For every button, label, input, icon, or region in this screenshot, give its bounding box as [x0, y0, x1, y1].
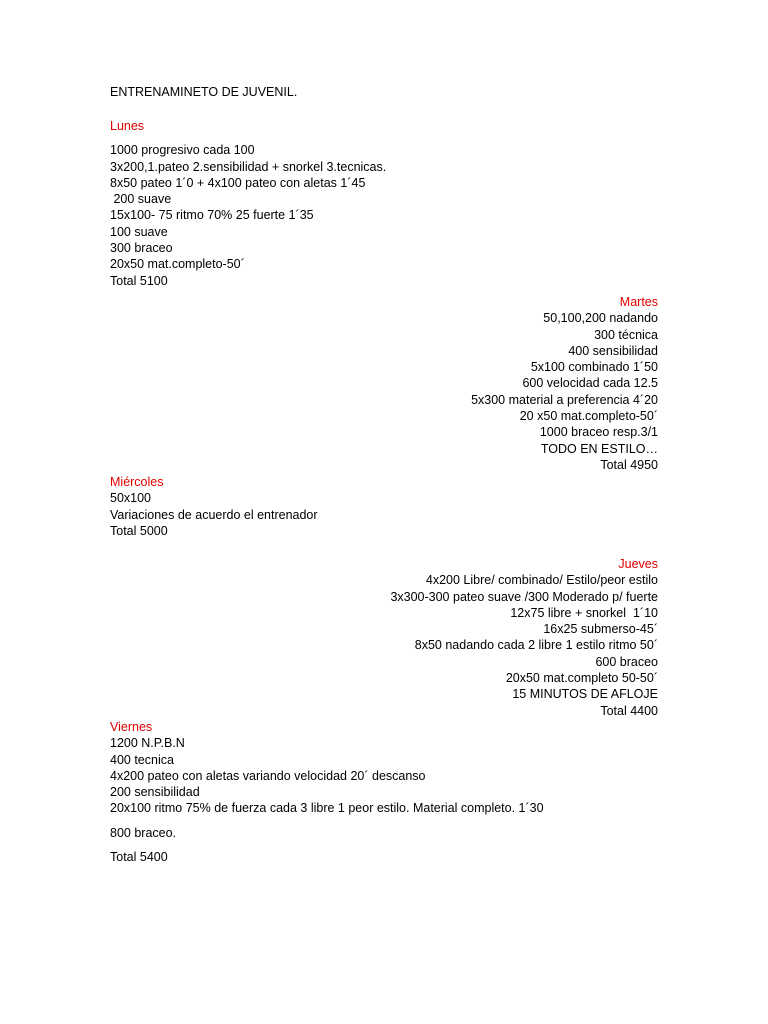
day-heading-lunes: Lunes [110, 119, 145, 133]
day-heading-jueves: Jueves [618, 557, 658, 571]
workout-line: 16x25 submerso-45´ [543, 622, 658, 637]
workout-line: 800 braceo. [110, 825, 177, 840]
workout-line: 8x50 pateo 1´0 + 4x100 pateo con aletas 1´45 [110, 175, 366, 190]
workout-line: 15 MINUTOS DE AFLOJE [512, 687, 658, 702]
workout-line: Variaciones de acuerdo el entrenador [110, 507, 318, 522]
workout-line: 20 x50 mat.completo-50´ [519, 409, 658, 424]
day-section-jueves [390, 556, 658, 719]
workout-line: 1000 braceo resp.3/1 [539, 425, 658, 440]
workout-line: 1000 progresivo cada 100 [110, 143, 255, 158]
day-total: Total 4950 [600, 457, 658, 472]
day-section-miercoles [110, 474, 318, 539]
workout-line: 400 sensibilidad [568, 343, 658, 358]
day-heading-martes: Martes [619, 295, 658, 309]
workout-line: 1200 N.P.B.N [110, 736, 185, 751]
day-section-martes [471, 294, 658, 473]
day-total: Total 5100 [110, 273, 168, 288]
workout-line: 20x50 mat.completo 50-50´ [505, 671, 658, 686]
day-heading-viernes: Viernes [110, 720, 153, 734]
workout-line: 20x50 mat.completo-50´ [110, 257, 245, 272]
workout-line: 5x300 material a preferencia 4´20 [471, 392, 658, 407]
workout-line: 200 sensibilidad [110, 785, 200, 800]
workout-line: 4x200 pateo con aletas variando velocidad 20´ descanso [110, 768, 426, 783]
workout-line: 15x100- 75 ritmo 70% 25 fuerte 1´35 [110, 208, 314, 223]
workout-line: 300 técnica [594, 327, 658, 342]
workout-line: 300 braceo [110, 241, 173, 256]
workout-line: 5x100 combinado 1´50 [530, 360, 658, 375]
workout-line: TODO EN ESTILO… [540, 441, 658, 456]
workout-line: 50,100,200 nadando [543, 311, 658, 326]
day-total: Total 5400 [110, 850, 168, 865]
workout-line: 600 velocidad cada 12.5 [522, 376, 658, 391]
workout-line: 400 tecnica [110, 752, 174, 767]
day-total: Total 4400 [600, 703, 658, 718]
day-heading-miercoles: Miércoles [110, 475, 164, 489]
workout-line: 20x100 ritmo 75% de fuerza cada 3 libre 1 peor estilo. Material completo. 1´30 [110, 801, 544, 816]
workout-line: 100 suave [110, 224, 168, 239]
day-section-lunes [110, 118, 386, 289]
workout-line: 12x75 libre + snorkel 1´10 [510, 605, 658, 620]
workout-line: 50x100 [110, 491, 152, 506]
workout-line: 4x200 Libre/ combinado/ Estilo/peor estilo [425, 573, 658, 588]
workout-line: 200 suave [110, 192, 172, 207]
workout-line: 8x50 nadando cada 2 libre 1 estilo ritmo 50´ [414, 638, 658, 653]
workout-line: 600 braceo [595, 654, 658, 669]
day-total: Total 5000 [110, 523, 168, 538]
day-section-viernes [110, 719, 544, 865]
workout-line: 3x200,1.pateo 2.sensibilidad + snorkel 3.tecnicas. [110, 159, 387, 174]
document-title: ENTRENAMINETO DE JUVENIL. [110, 85, 298, 99]
workout-line: 3x300-300 pateo suave /300 Moderado p/ fuerte [390, 589, 658, 604]
